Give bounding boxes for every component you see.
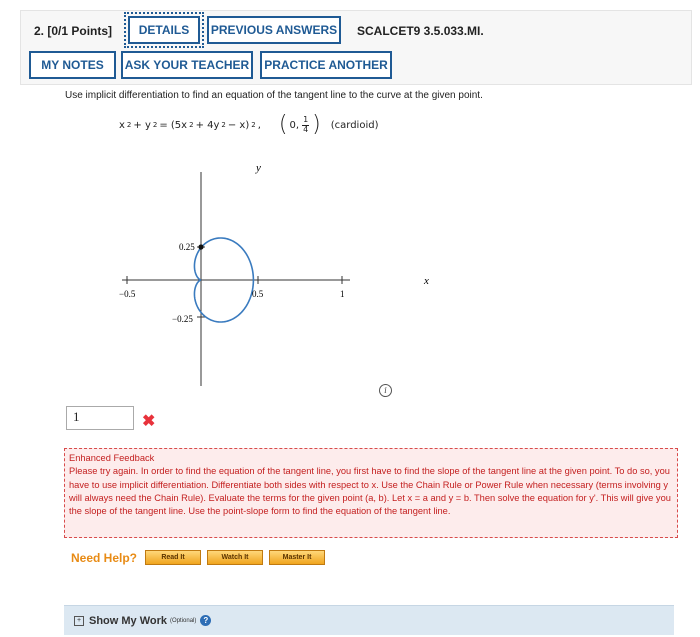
x-tick-label: 1 <box>340 289 345 299</box>
eq-exp: 2 <box>221 121 226 129</box>
equation <box>119 114 378 136</box>
eq-exp: 2 <box>152 121 158 129</box>
point-x: 0, <box>289 119 300 131</box>
eq-exp: 2 <box>126 121 132 129</box>
x-axis-label: x <box>424 275 429 287</box>
read-it-button[interactable]: Read It <box>145 550 201 565</box>
eq-term: x <box>119 119 125 131</box>
details-button[interactable]: DETAILS <box>128 16 200 44</box>
eq-term: = (5x <box>159 119 188 131</box>
optional-label: (Optional) <box>170 617 197 624</box>
paren-close: ) <box>312 112 321 137</box>
fraction-den: 4 <box>303 124 309 134</box>
question-prompt: Use implicit differentiation to find an equation of the tangent line to the curve at the given point. <box>65 90 483 101</box>
eq-term: + 4y <box>195 119 220 131</box>
points-label: 2. [0/1 Points] <box>34 24 113 38</box>
info-icon[interactable]: i <box>379 384 392 397</box>
given-point-marker <box>198 244 203 249</box>
answer-input[interactable]: 1 <box>66 406 134 430</box>
incorrect-icon: ✖ <box>142 413 156 430</box>
question-header <box>20 10 692 85</box>
eq-exp: 2 <box>251 121 256 129</box>
enhanced-feedback <box>64 448 678 538</box>
question-body <box>55 86 685 637</box>
x-tick-label: −0.5 <box>119 289 136 299</box>
previous-answers-button[interactable]: PREVIOUS ANSWERS <box>207 16 341 44</box>
need-help-label: Need Help? <box>71 550 138 565</box>
y-tick-label: −0.25 <box>172 314 193 324</box>
cardioid-graph <box>110 154 429 394</box>
question-id: SCALCET9 3.5.033.MI. <box>357 24 484 38</box>
paren-open: ( <box>278 112 288 137</box>
need-help-bar <box>71 550 331 565</box>
eq-comma: , <box>257 119 261 131</box>
help-question-icon[interactable]: ? <box>200 615 211 626</box>
feedback-body: Please try again. In order to find the equation of the tangent line, you first have to find the slope of the tangent line at the given point. To do so, you have to use implicit differentiation. Differentiate both sides with respect to x. Use the Chain Rule or Power Rule when necessary (terms involving y will always need the Chain Rule). Evaluate the terms for the given point (a, b). Let x = a and y = b. Then solve the equation for y'. This will give you the slope of the tangent line. Use the point-slope form to find the equation of the tangent line. <box>69 466 671 517</box>
eq-term: + y <box>133 119 151 131</box>
master-it-button[interactable]: Master It <box>269 550 325 565</box>
expand-plus-icon: + <box>74 616 84 626</box>
my-notes-button[interactable]: MY NOTES <box>29 51 116 79</box>
feedback-title: Enhanced Feedback <box>69 453 155 463</box>
y-axis-label: y <box>256 162 261 174</box>
x-tick-label: 0.5 <box>252 289 264 299</box>
fraction-num: 1 <box>303 115 309 125</box>
curve-name: (cardioid) <box>330 119 379 131</box>
practice-another-button[interactable]: PRACTICE ANOTHER <box>260 51 392 79</box>
point-y-fraction <box>302 116 309 134</box>
watch-it-button[interactable]: Watch It <box>207 550 263 565</box>
eq-exp: 2 <box>189 121 194 129</box>
eq-term: − x) <box>227 119 250 131</box>
y-tick-label: 0.25 <box>179 242 195 252</box>
show-my-work-toggle[interactable] <box>64 605 674 635</box>
ask-teacher-button[interactable]: ASK YOUR TEACHER <box>121 51 253 79</box>
show-my-work-label: Show My Work <box>89 614 168 627</box>
